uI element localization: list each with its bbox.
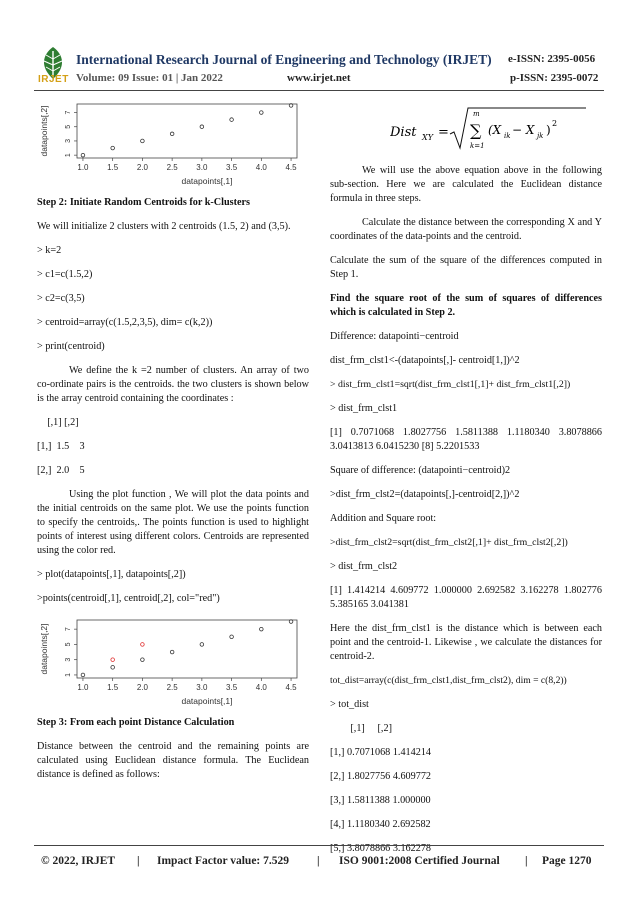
paragraph: Distance between the centroid and the remaining points are calculated using Euclidean distance formula. The Euclidean distance is defined as follows: xyxy=(37,741,309,780)
svg-text:2: 2 xyxy=(552,119,558,128)
output-line: [1] 1.414214 4.609772 1.000000 2.692582 3.162278 1.802776 5.385165 3.041381 xyxy=(330,585,602,610)
journal-title: International Research Journal of Engineering and Technology (IRJET) xyxy=(76,52,492,67)
paragraph: Addition and Square root: xyxy=(330,513,437,524)
y-tick-label: 7 xyxy=(65,110,72,115)
journal-website-link[interactable]: www.irjet.net xyxy=(287,72,351,84)
x-tick-label: 1.0 xyxy=(77,163,89,172)
x-tick-label: 1.0 xyxy=(77,683,89,692)
x-tick-label: 4.5 xyxy=(285,683,297,692)
step2-heading: Step 2: Initiate Random Centroids for k-Clusters xyxy=(37,197,250,208)
matrix-row: [,1] [,2] xyxy=(330,723,392,734)
y-tick-label: 5 xyxy=(65,642,72,647)
output-line: [1] 0.7071068 1.8027756 1.5811388 1.1180340 3.8078866 3.0413813 6.0415230 [8] 5.2201533 xyxy=(330,427,602,452)
y-axis-label: datapoints[,2] xyxy=(39,105,49,157)
data-point xyxy=(200,643,204,647)
paragraph: Calculate the sum of the square of the differences computed in Step 1. xyxy=(330,255,602,280)
scatter-plot-with-centroids xyxy=(37,616,305,708)
data-point xyxy=(200,125,204,129)
matrix-row: [2,] 1.8027756 4.609772 xyxy=(330,771,432,782)
paragraph: We will initialize 2 clusters with 2 centroids (1.5, 2) and (3,5). xyxy=(37,221,291,232)
page-header xyxy=(0,0,638,96)
svg-text:): ) xyxy=(546,123,551,137)
scatter-plot-datapoints xyxy=(37,100,305,188)
x-tick-label: 4.0 xyxy=(255,163,267,172)
footer-separator: | xyxy=(317,855,320,867)
x-tick-label: 4.5 xyxy=(285,163,297,172)
x-tick-label: 1.5 xyxy=(107,163,119,172)
formula-lhs: Dist xyxy=(390,125,417,140)
svg-text:ik: ik xyxy=(504,132,511,140)
footer-separator: | xyxy=(525,855,528,867)
y-tick-label: 1 xyxy=(65,672,72,677)
data-point xyxy=(141,139,145,143)
matrix-row: [1,] 0.7071068 1.414214 xyxy=(330,747,432,758)
footer-copyright: © 2022, IRJET xyxy=(41,855,116,867)
data-point xyxy=(81,673,85,677)
y-tick-label: 3 xyxy=(65,138,72,143)
data-point xyxy=(230,118,234,122)
plot-frame xyxy=(77,620,297,678)
x-axis-label: datapoints[,1] xyxy=(181,176,233,186)
code-line: >points(centroid[,1], centroid[,2], col="red") xyxy=(37,593,220,604)
data-point xyxy=(111,146,115,150)
x-tick-label: 3.0 xyxy=(196,163,208,172)
paragraph: Calculate the distance between the corresponding X and Y coordinates of the data-points and the centroid. xyxy=(330,217,602,242)
data-point xyxy=(170,132,174,136)
formula-lhs-sub: XY xyxy=(422,133,433,142)
data-point xyxy=(170,650,174,654)
euclidean-distance-formula xyxy=(390,104,590,154)
e-issn: e-ISSN: 2395-0056 xyxy=(508,53,596,65)
sum-bottom: k=1 xyxy=(470,142,485,150)
code-line: > c1=c(1.5,2) xyxy=(37,269,93,280)
sum-top: m xyxy=(473,110,480,118)
code-line: > dist_frm_clst1 xyxy=(330,403,398,414)
code-line: > plot(datapoints[,1], datapoints[,2]) xyxy=(37,569,186,580)
matrix-row: [,1] [,2] xyxy=(37,417,79,428)
paragraph: Using the plot function , We will plot the data points and the initial centroids on the same plot. We use the points function to specify the centroids,. The points function is used to highlight points of interest using different colors. Centroids are represented using the color red. xyxy=(37,489,309,556)
x-axis-label: datapoints[,1] xyxy=(181,696,233,706)
matrix-row: [1,] 1.5 3 xyxy=(37,441,85,452)
y-axis-label: datapoints[,2] xyxy=(39,623,49,675)
y-tick-label: 7 xyxy=(65,627,72,632)
data-point xyxy=(230,635,234,639)
y-tick-label: 3 xyxy=(65,657,72,662)
paragraph: Square of difference: (datapointi−centroid)2 xyxy=(330,465,511,476)
code-line: > k=2 xyxy=(37,245,62,256)
step3-heading: Step 3: From each point Distance Calculation xyxy=(37,717,235,728)
data-point xyxy=(81,153,85,157)
footer-iso: ISO 9001:2008 Certified Journal xyxy=(339,855,500,867)
header-rule xyxy=(34,90,604,91)
code-line: > c2=c(3,5) xyxy=(37,293,85,304)
volume-issue: Volume: 09 Issue: 01 | Jan 2022 xyxy=(76,72,223,84)
footer-separator: | xyxy=(137,855,140,867)
right-column xyxy=(330,100,602,866)
matrix-row: [5,] 3.8078866 3.162278 xyxy=(330,843,432,854)
footer-page-number: Page 1270 xyxy=(542,855,592,867)
x-tick-label: 2.0 xyxy=(136,683,148,692)
x-tick-label: 3.5 xyxy=(226,163,238,172)
footer-impact-factor: Impact Factor value: 7.529 xyxy=(157,855,290,867)
code-line: tot_dist=array(c(dist_frm_clst1,dist_frm_clst2), dim = c(8,2)) xyxy=(330,675,567,686)
step-heading: Find the square root of the sum of squares of differences which is calculated in Step 2. xyxy=(330,293,602,318)
paragraph: Difference: datapointi−centroid xyxy=(330,331,459,342)
p-issn: p-ISSN: 2395-0072 xyxy=(510,72,599,84)
x-tick-label: 3.5 xyxy=(226,683,238,692)
x-tick-label: 2.5 xyxy=(166,163,178,172)
data-point xyxy=(260,627,264,631)
x-tick-label: 4.0 xyxy=(255,683,267,692)
data-point xyxy=(111,666,115,670)
svg-text:=: = xyxy=(438,125,449,140)
x-tick-label: 3.0 xyxy=(196,683,208,692)
x-tick-label: 1.5 xyxy=(107,683,119,692)
matrix-row: [2,] 2.0 5 xyxy=(37,465,85,476)
data-point xyxy=(141,658,145,662)
matrix-row: [3,] 1.5811388 1.000000 xyxy=(330,795,431,806)
y-tick-label: 1 xyxy=(65,153,72,158)
data-point xyxy=(141,643,145,647)
svg-text:− X: − X xyxy=(512,123,535,137)
paragraph: We define the k =2 number of clusters. An array of two co-ordinate pairs is the centroids. the two clusters is shown below is the array centroid containing the coordinates : xyxy=(37,365,309,404)
plot-frame xyxy=(77,104,297,158)
code-line: > dist_frm_clst2 xyxy=(330,561,398,572)
paragraph: We will use the above equation above in the following sub-section. Here we are calculated the Euclidean distance formula in three steps. xyxy=(330,165,602,204)
x-tick-label: 2.0 xyxy=(136,163,148,172)
logo-text: IRJET xyxy=(38,74,69,85)
sum-symbol: ∑ xyxy=(470,121,482,140)
matrix-row: [4,] 1.1180340 2.692582 xyxy=(330,819,431,830)
code-line: > print(centroid) xyxy=(37,341,105,352)
code-line: > dist_frm_clst1=sqrt(dist_frm_clst1[,1]+ dist_frm_clst1[,2]) xyxy=(330,379,571,390)
code-line: >dist_frm_clst2=(datapoints[,]-centroid[2,])^2 xyxy=(330,489,520,500)
footer-rule xyxy=(34,845,604,846)
code-line: >dist_frm_clst2=sqrt(dist_frm_clst2[,1]+ dist_frm_clst2[,2]) xyxy=(330,537,568,548)
code-line: dist_frm_clst1<-(datapoints[,]- centroid[1,])^2 xyxy=(330,355,520,366)
code-line: > tot_dist xyxy=(330,699,369,710)
paragraph: Here the dist_frm_clst1 is the distance which is between each point and the centroid-1. Likewise , we calculate the distances for centroid-2. xyxy=(330,623,602,662)
data-point xyxy=(111,658,115,662)
y-tick-label: 5 xyxy=(65,124,72,129)
formula-body: (X xyxy=(488,123,502,137)
x-tick-label: 2.5 xyxy=(166,683,178,692)
data-point xyxy=(260,111,264,115)
code-line: > centroid=array(c(1.5,2,3,5), dim= c(k,2)) xyxy=(37,317,213,328)
svg-text:jk: jk xyxy=(537,132,544,140)
left-column xyxy=(37,100,309,792)
